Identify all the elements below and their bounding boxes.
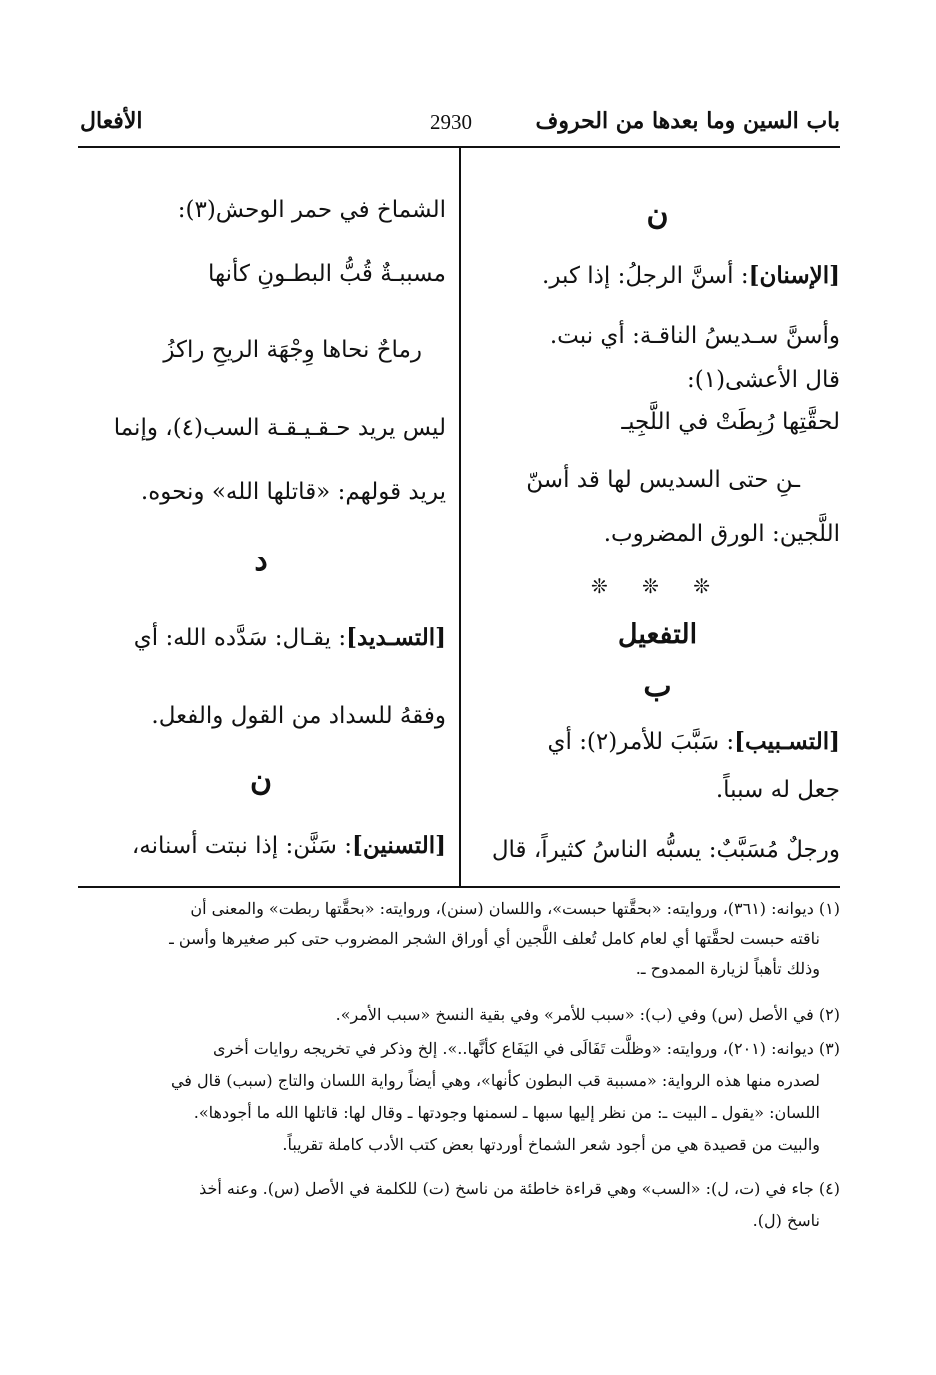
- entry-text: : سَبَّبَ للأمر(٢): أي: [547, 729, 735, 755]
- section-title: الأفعال: [80, 108, 143, 134]
- page-header: [80, 108, 840, 144]
- entry-tasdid: [134, 624, 446, 653]
- text-line: اللَّجين: الورق المضروب.: [603, 521, 840, 547]
- section-heading: التفعيل: [617, 619, 698, 650]
- entry-tasnin: [132, 832, 446, 861]
- footnote-3-cont: لصدره منها هذه الرواية: «مسببة قب البطون كأنها»، وهي أيضاً رواية اللسان والتاج (سبب) قال في: [170, 1071, 820, 1090]
- footnote-4: (٤) جاء في (ت، ل): «السب» وهي قراءة خاطئة من ناسخ (ت) للكلمة في الأصل (س). وعنه أخذ: [199, 1179, 840, 1198]
- footnote-3-cont: اللسان: «يقول ـ البيت ـ: من نظر إليها سبها ـ لسمنها وجودتها ـ وقال لها: قاتلها الله ما أجودها».: [193, 1103, 820, 1122]
- text-line: جعل له سبباً.: [715, 777, 840, 803]
- letter-heading-nun: ن: [646, 197, 669, 232]
- entry-term: [الإسنان]: [748, 262, 840, 289]
- verse-line: مسببـةٌ قُبُّ البطـونِ كأنها: [208, 261, 446, 287]
- column-divider: [459, 148, 461, 886]
- letter-heading-nun: ن: [249, 763, 273, 798]
- letter-heading-ba: ب: [643, 669, 672, 704]
- footnote-rule: [78, 886, 840, 888]
- text-line: وأسنَّ سـديسُ الناقـة: أي نبت.: [549, 323, 840, 349]
- entry-term: [التسنين]: [351, 832, 446, 859]
- entry-text: : سَنَّن: إذا نبتت أسنانه،: [131, 833, 352, 859]
- verse-line: رماحٌ نحاها وِجْهَة الريحِ راكزُ: [163, 337, 422, 363]
- footnote-1: (١) ديوانه: (٣٦١)، وروايته: «بحقَّتها حبست»، واللسان (سنن)، وروايته: «بحقَّتها ربطت» والمعنى أن: [190, 899, 840, 918]
- chapter-title: باب السين وما بعدها من الحروف: [535, 108, 840, 134]
- text-line: ورجلٌ مُسَبَّبٌ: يسبُّه الناسُ كثيراً، قال: [491, 837, 840, 863]
- text-line: يريد قولهم: «قاتلها الله» ونحوه.: [140, 479, 446, 505]
- section-separator: ❊ ❊ ❊: [591, 574, 724, 598]
- text-line: ليس يريد حـقـيـقـة السب(٤)، وإنما: [113, 415, 446, 441]
- entry-isnan: [542, 262, 840, 291]
- entry-term: [التسـديد]: [346, 624, 446, 651]
- letter-heading-dal: د: [254, 543, 268, 578]
- footnote-2: (٢) في الأصل (س) وفي (ب): «سبب للأمر» وفي بقية النسخ «سبب الأمر».: [335, 1005, 840, 1024]
- text-line: الشماخ في حمر الوحش(٣):: [177, 197, 446, 223]
- page-number: 2930: [430, 110, 472, 134]
- text-line: وفقهُ للسداد من القول والفعل.: [151, 703, 446, 729]
- verse-line: ـنِ حتى السديس لها قد أسنّ: [526, 467, 800, 493]
- entry-text: : يقـال: سَدَّده الله: أي: [133, 625, 347, 651]
- text-line: قال الأعشى(١):: [686, 367, 840, 393]
- footnote-4-cont: ناسخ (ل).: [752, 1211, 820, 1230]
- entry-text: : أسنَّ الرجلُ: إذا كبر.: [542, 263, 749, 289]
- entry-tasbib: [547, 728, 840, 757]
- footnote-1-cont: وذلك تأهباً لزيارة الممدوح ـ.: [635, 959, 820, 978]
- entry-term: [التسـبيب]: [734, 728, 840, 755]
- footnote-1-cont: ناقته حبست لحقَّتها أي لعام كامل تُعلف اللَّجين أي أوراق الشجر المضروب حتى كبر صغيرها وأسن ـ: [169, 929, 820, 948]
- footnote-3: (٣) ديوانه: (٢٠١)، وروايته: «وظلَّت تَفَالَى في اليَفَاع كأنَّها..». إلخ وذكر في تخريجه روايات أخرى: [213, 1039, 840, 1058]
- footnote-3-cont: والبيت من قصيدة هي من أجود شعر الشماخ أوردتها بعض كتب الأدب كاملة تقريباً.: [282, 1135, 820, 1154]
- verse-line: لحقَّتِها رُبِطَتْ في اللَّجِيـ: [621, 409, 840, 435]
